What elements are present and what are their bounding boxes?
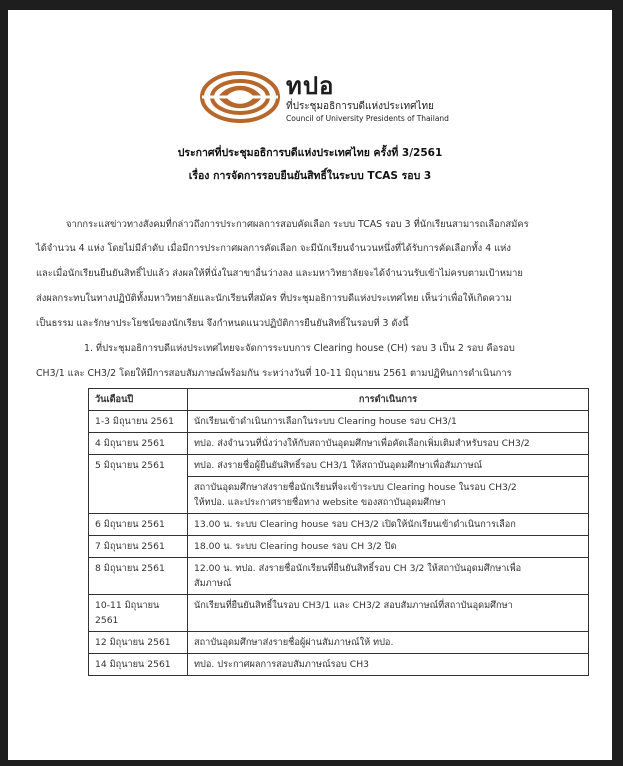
row-action	[188, 536, 589, 558]
table-header-row	[89, 389, 589, 411]
row-action	[188, 654, 589, 676]
row-date: 4 มิถุนายน 2561	[89, 433, 188, 455]
action-text: ทปอ. ประกาศผลการสอบสัมภาษณ์รอบ CH3	[194, 659, 369, 670]
table-row	[89, 433, 589, 455]
row-date: 14 มิถุนายน 2561	[89, 654, 188, 676]
schedule-table	[88, 388, 589, 676]
body-line: CH3/1 และ CH3/2 โดยให้มีการสอบสัมภาษณ์พร้อมกัน ระหว่างวันที่ 10-11 มิถุนายน 2561 ตามปฏิทินการดำเนินการ	[36, 368, 512, 379]
row-date: 5 มิถุนายน 2561	[89, 455, 188, 514]
table-row	[89, 514, 589, 536]
action-text: ให้ทปอ. และประกาศรายชื่อทาง website ของสถาบันอุดมศึกษา	[194, 497, 446, 508]
logo-english-name: Council of University Presidents of Thailand	[286, 114, 449, 123]
action-text: 12.00 น. ทปอ. ส่งรายชื่อนักเรียนที่ยืนยันสิทธิ์รอบ CH 3/2 ให้สถาบันอุดมศึกษาเพื่อ	[194, 563, 522, 574]
body-line: จากกระแสข่าวทางสังคมที่กล่าวถึงการประกาศผลการสอบคัดเลือก ระบบ TCAS รอบ 3 ที่นักเรียนสามารถเลือกสมัคร	[66, 219, 529, 230]
table-row	[89, 558, 589, 595]
row-action	[188, 632, 589, 654]
logo-thai-name: ที่ประชุมอธิการบดีแห่งประเทศไทย	[286, 101, 434, 112]
body-line: ส่งผลกระทบในทางปฏิบัติทั้งมหาวิทยาลัยและนักเรียนที่สมัคร ที่ประชุมอธิการบดีแห่งประเทศไทย เห็นว่าเพื่อให้เกิดความ	[36, 293, 512, 304]
action-text: ทปอ. ส่งรายชื่อผู้ยืนยันสิทธิ์รอบ CH3/1 ให้สถาบันอุดมศึกษาเพื่อสัมภาษณ์	[194, 460, 483, 471]
action-text: ทปอ. ส่งจำนวนที่นั่งว่างให้กับสถาบันอุดมศึกษาเพื่อคัดเลือกเพิ่มเติมสำหรับรอบ CH3/2	[194, 438, 530, 449]
table-row	[89, 536, 589, 558]
row-action	[188, 514, 589, 536]
row-date: 1-3 มิถุนายน 2561	[89, 411, 188, 433]
cupt-logo	[198, 66, 448, 136]
action-text: นักเรียนเข้าดำเนินการเลือกในระบบ Clearing house รอบ CH3/1	[194, 416, 457, 427]
row-date: 12 มิถุนายน 2561	[89, 632, 188, 654]
row-action	[188, 595, 589, 632]
body-line: 1. ที่ประชุมอธิการบดีแห่งประเทศไทยจะจัดการระบบการ Clearing house (CH) รอบ 3 เป็น 2 รอบ คือรอบ	[84, 343, 515, 354]
table-row	[89, 595, 589, 632]
row-date: 10-11 มิถุนายน 2561	[89, 595, 188, 632]
row-action	[188, 455, 589, 514]
body-line: ได้จำนวน 4 แห่ง โดยไม่มีลำดับ เมื่อมีการประกาศผลการคัดเลือก จะมีนักเรียนจำนวนหนึ่งที่ได้รับการคัดเลือกทั้ง 4 แห่ง	[36, 243, 511, 254]
action-text: 18.00 น. ระบบ Clearing house รอบ CH 3/2 ปิด	[194, 541, 397, 552]
action-text: สถาบันอุดมศึกษาส่งรายชื่อผู้ผ่านสัมภาษณ์ให้ ทปอ.	[194, 637, 394, 648]
column-header-action: การดำเนินการ	[188, 389, 589, 411]
column-header-date: วันเดือนปี	[89, 389, 188, 411]
table-row	[89, 411, 589, 433]
body-line: เป็นธรรม และรักษาประโยชน์ของนักเรียน จึงกำหนดแนวปฏิบัติการยืนยันสิทธิ์ในรอบที่ 3 ดังนี้	[36, 318, 409, 329]
row-date: 7 มิถุนายน 2561	[89, 536, 188, 558]
logo-abbreviation: ทปอ	[286, 72, 335, 100]
announcement-title: ประกาศที่ประชุมอธิการบดีแห่งประเทศไทย ครั้งที่ 3/2561	[177, 147, 443, 159]
cupt-emblem-icon	[198, 68, 282, 126]
table-row	[89, 632, 589, 654]
table-row	[89, 654, 589, 676]
body-line: และเมื่อนักเรียนยืนยันสิทธิ์ไปแล้ว ส่งผลให้ที่นั่งในสาขาอื่นว่างลง และมหาวิทยาลัยจะได้จำนวนรับเข้าไม่ครบตามเป้าหมาย	[36, 268, 523, 279]
announcement-subject: เรื่อง การจัดการรอบยืนยันสิทธิ์ในระบบ TCAS รอบ 3	[188, 170, 432, 182]
action-text: สัมภาษณ์	[194, 578, 232, 589]
row-action	[188, 558, 589, 595]
row-action	[188, 411, 589, 433]
table-row	[89, 455, 589, 514]
row-action	[188, 433, 589, 455]
action-text: 13.00 น. ระบบ Clearing house รอบ CH3/2 เปิดให้นักเรียนเข้าดำเนินการเลือก	[194, 519, 516, 530]
document-page	[8, 10, 612, 760]
action-text: นักเรียนที่ยืนยันสิทธิ์ในรอบ CH3/1 และ CH3/2 สอบสัมภาษณ์ที่สถาบันอุดมศึกษา	[194, 600, 513, 611]
row-date: 8 มิถุนายน 2561	[89, 558, 188, 595]
action-text: สถาบันอุดมศึกษาส่งรายชื่อนักเรียนที่จะเข้าระบบ Clearing house ในรอบ CH3/2	[188, 476, 588, 495]
row-date: 6 มิถุนายน 2561	[89, 514, 188, 536]
